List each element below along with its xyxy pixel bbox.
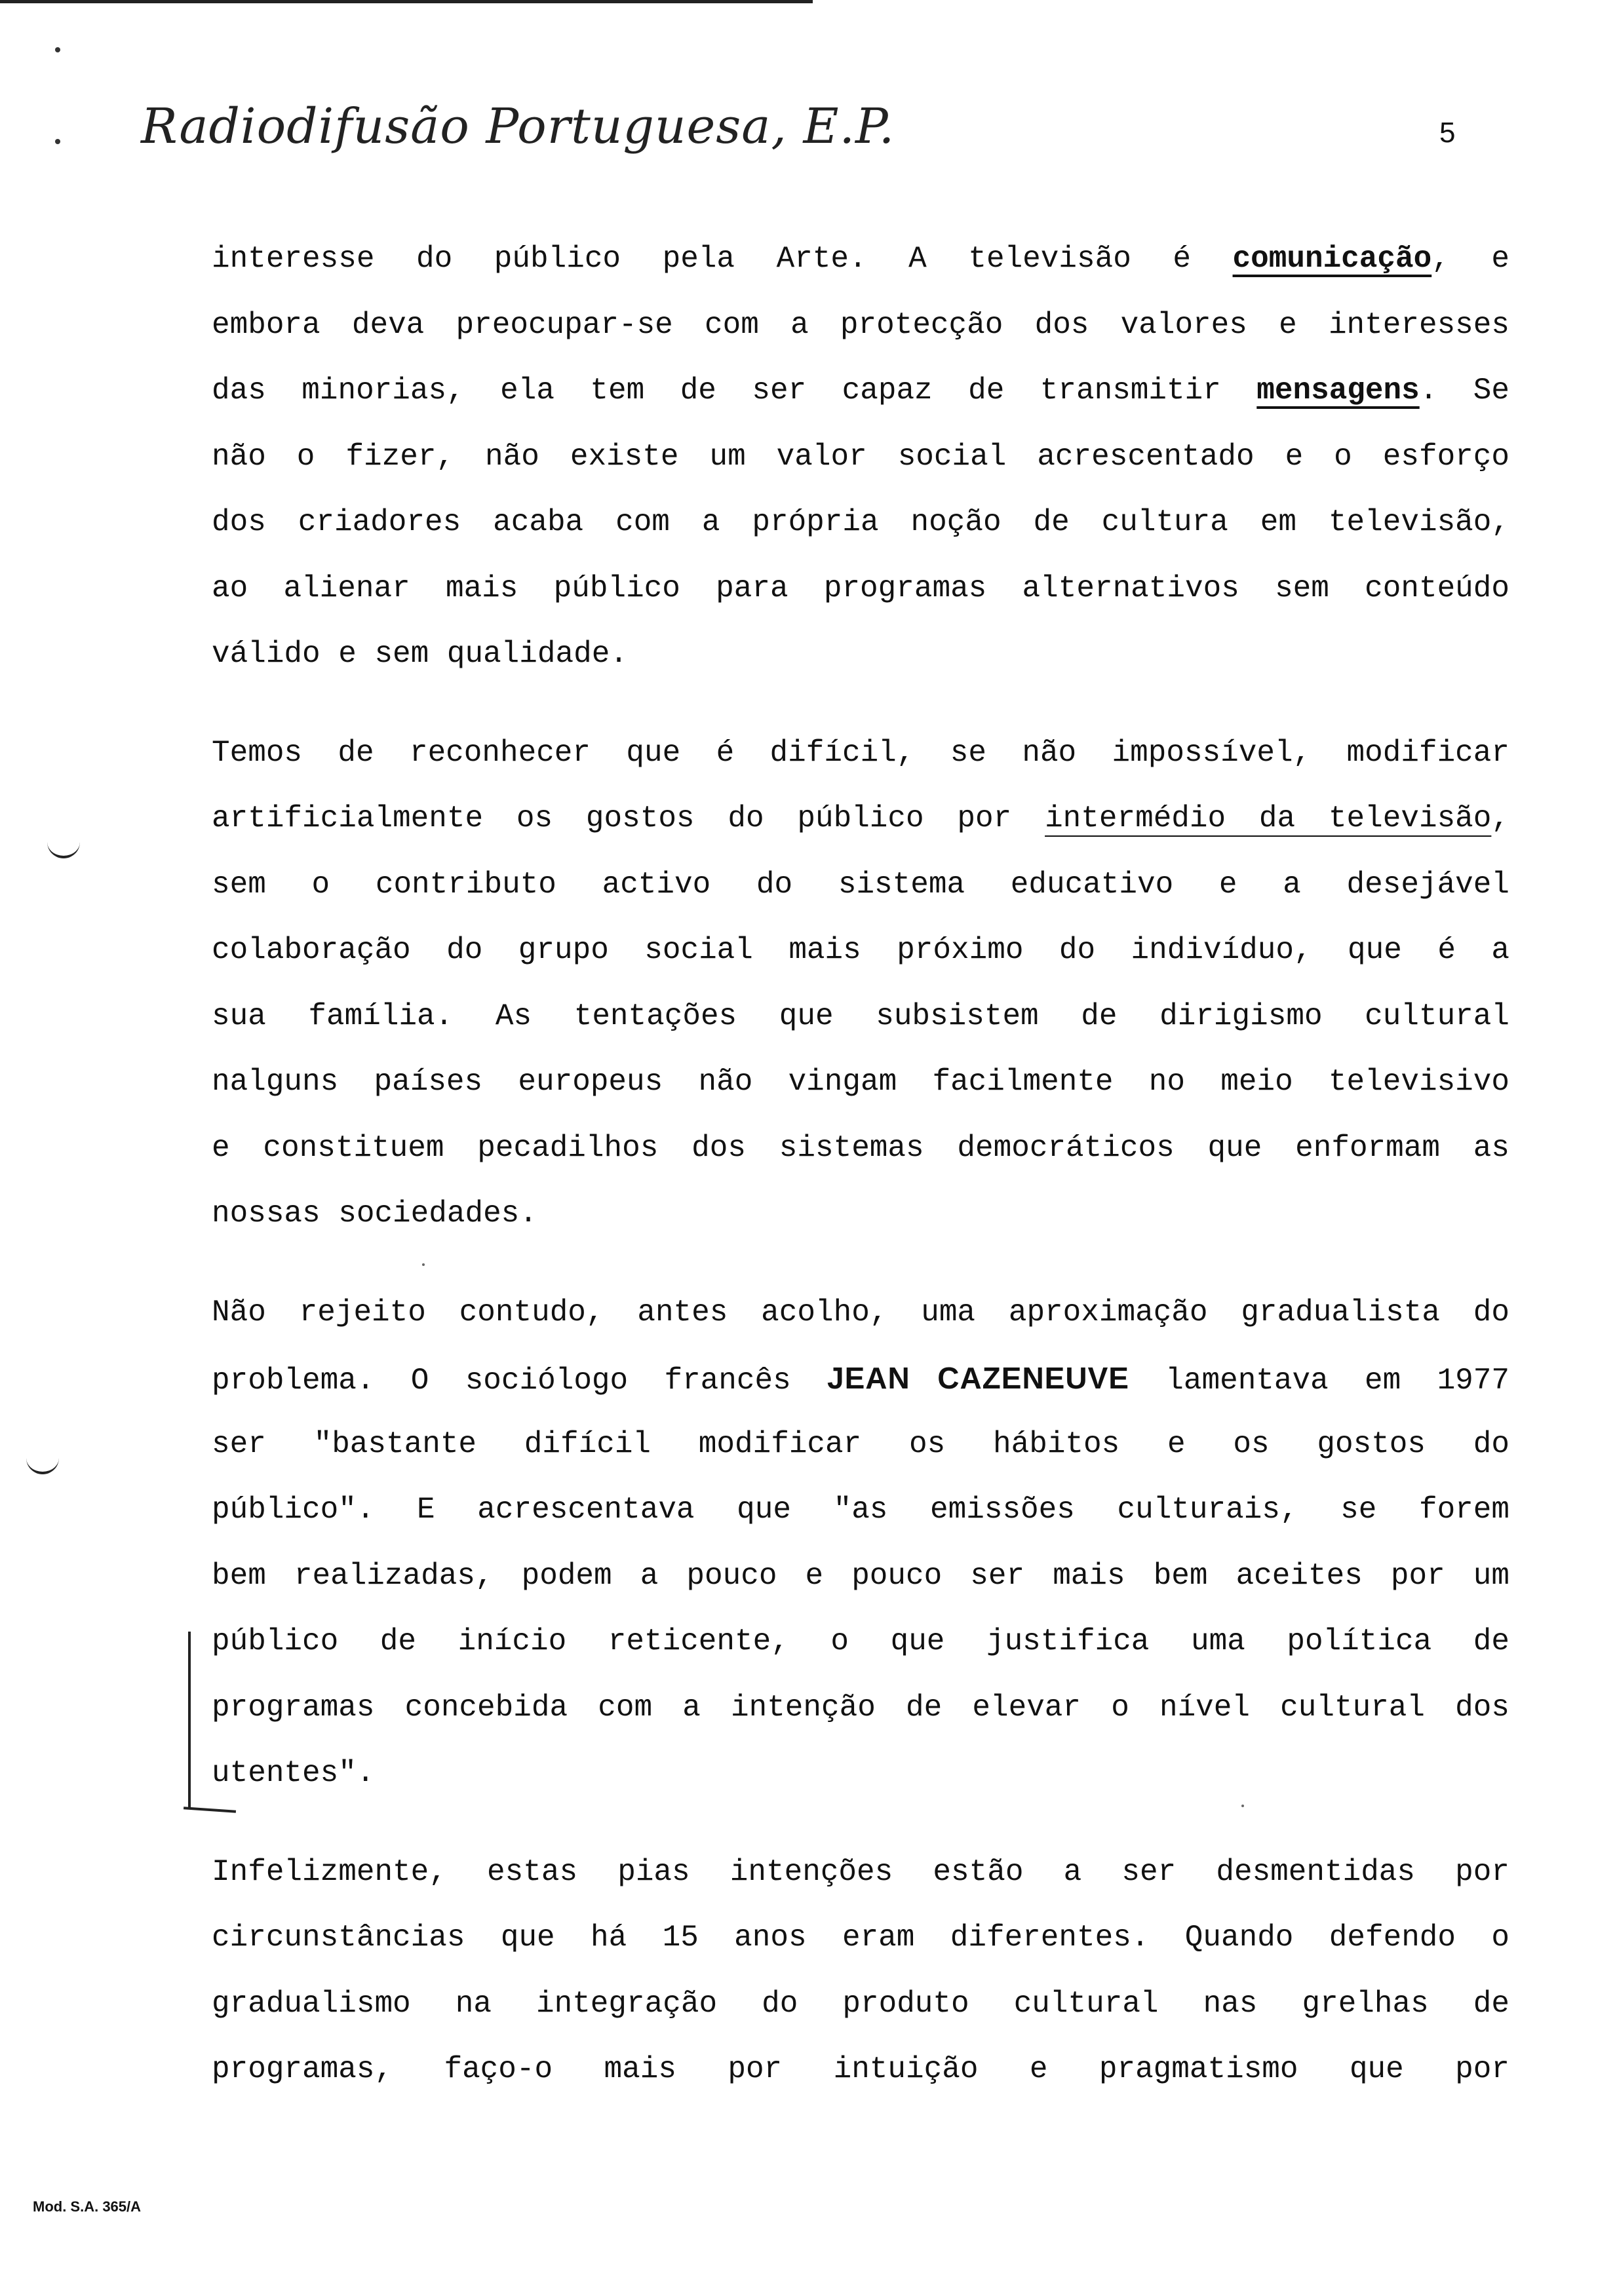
- paragraph: [212, 730, 1509, 1257]
- margin-dot: [55, 139, 60, 144]
- text-line: Temos de reconhecer que é difícil, se não impossível, modificar: [212, 735, 1509, 770]
- text-line: circunstâncias que há 15 anos eram diferentes. Quando defendo o: [212, 1921, 1509, 1955]
- text-line: não o fizer, não existe um valor social acrescentado e o esforço: [212, 439, 1509, 474]
- text-line: e constituem pecadilhos dos sistemas democráticos que enformam as: [212, 1130, 1509, 1165]
- text-line: colaboração do grupo social mais próximo do indivíduo, que é a: [212, 933, 1509, 967]
- text-line: artificialmente os gostos do público por intermédio da televisão,: [212, 801, 1509, 835]
- text-line: nossas sociedades.: [212, 1196, 537, 1231]
- body-text: [212, 236, 1509, 2113]
- form-code: Mod. S.A. 365/A: [33, 2198, 142, 2215]
- text-line: gradualismo na integração do produto cultural nas grelhas de: [212, 1986, 1509, 2021]
- emphasized-word: comunicação: [1232, 242, 1432, 276]
- text-line: ser "bastante difícil modificar os hábitos e os gostos do: [212, 1426, 1509, 1461]
- top-rule: [0, 0, 813, 3]
- text-line: interesse do público pela Arte. A televisão é comunicação, e: [212, 242, 1509, 276]
- text-line: embora deva preocupar-se com a protecção dos valores e interesses: [212, 307, 1509, 342]
- page-number: 5: [1439, 117, 1456, 149]
- text-line: válido e sem qualidade.: [212, 637, 628, 671]
- text-line: problema. O sociólogo francês JEAN CAZENEUVE lamentava em 1977: [212, 1361, 1509, 1398]
- speck: [1241, 1805, 1244, 1807]
- paragraph: [212, 236, 1509, 697]
- author-name: JEAN CAZENEUVE: [827, 1361, 1129, 1395]
- text-line: público de início reticente, o que justifica uma política de: [212, 1624, 1509, 1658]
- text-line: programas, faço-o mais por intuição e pragmatismo que por: [212, 2052, 1509, 2086]
- text-line: das minorias, ela tem de ser capaz de transmitir mensagens. Se: [212, 373, 1510, 408]
- speck: [422, 1263, 425, 1266]
- text-line: utentes".: [212, 1756, 375, 1790]
- text-line: sua família. As tentações que subsistem de dirigismo cultural: [212, 999, 1509, 1033]
- letterhead-logo: Radiodifusão Portuguesa, E.P.: [141, 98, 895, 155]
- margin-check-mark: [47, 837, 80, 858]
- text-line: nalguns países europeus não vingam facilmente no meio televisivo: [212, 1065, 1509, 1099]
- text-line: público". E acrescentava que "as emissões culturais, se forem: [212, 1493, 1509, 1527]
- text-line: Infelizmente, estas pias intenções estão a ser desmentidas por: [212, 1854, 1509, 1889]
- text-line: ao alienar mais público para programas alternativos sem conteúdo: [212, 571, 1509, 605]
- emphasized-word: mensagens: [1256, 373, 1420, 408]
- text-line: dos criadores acaba com a própria noção de cultura em televisão,: [212, 505, 1509, 539]
- margin-check-mark: [26, 1453, 59, 1474]
- text-line: programas concebida com a intenção de elevar o nível cultural dos: [212, 1690, 1509, 1725]
- margin-dot: [55, 47, 60, 52]
- paragraph: [212, 1290, 1509, 1816]
- paragraph: [212, 1849, 1509, 2113]
- underlined-phrase: intermédio da televisão: [1045, 801, 1492, 835]
- margin-bracket: [188, 1632, 191, 1808]
- text-line: sem o contributo activo do sistema educativo e a desejável: [212, 867, 1509, 902]
- text-line: bem realizadas, podem a pouco e pouco ser mais bem aceites por um: [212, 1558, 1509, 1593]
- text-line: Não rejeito contudo, antes acolho, uma aproximação gradualista do: [212, 1295, 1509, 1330]
